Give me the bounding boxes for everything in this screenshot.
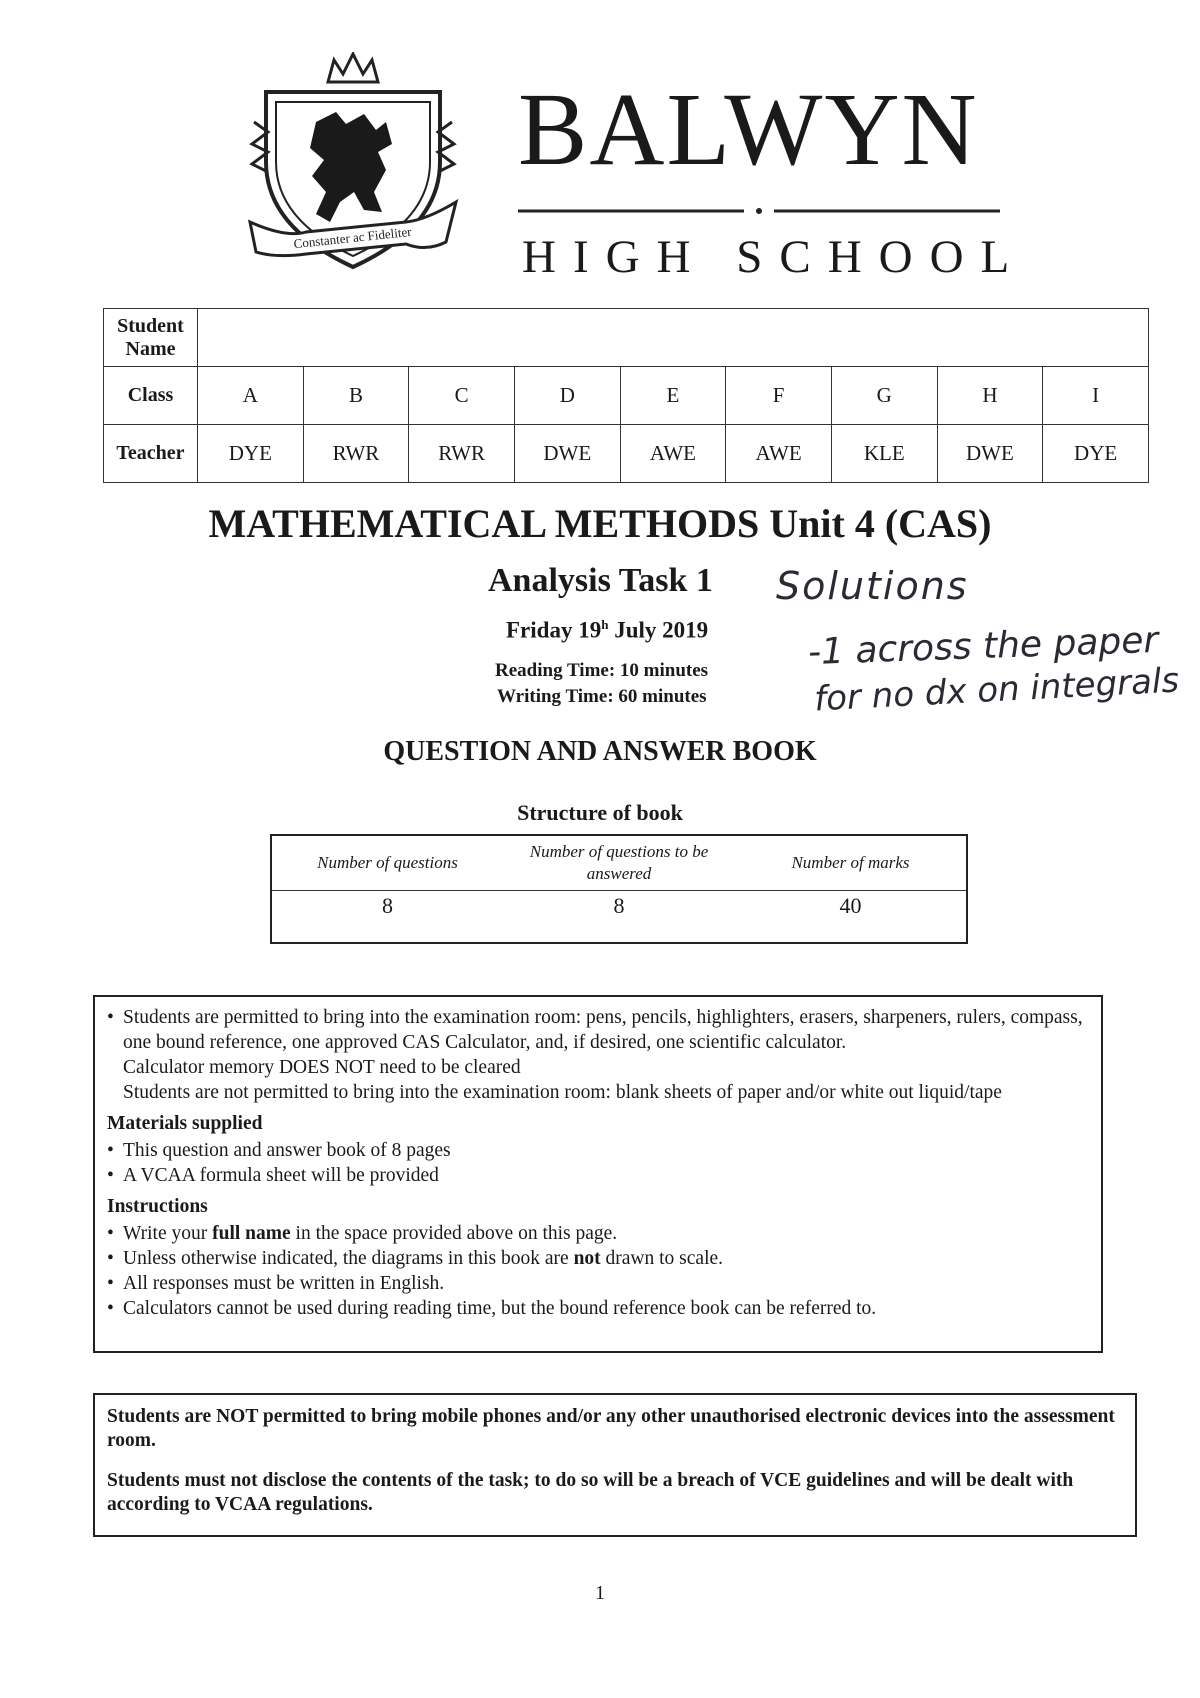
structure-header: Number of questions [271, 835, 503, 891]
calculator-instruction: Calculators cannot be used during reading time, but the bound reference book can be referred to. [123, 1298, 877, 1319]
scale-instruction-post: drawn to scale. [600, 1248, 724, 1269]
class-cell: E [620, 367, 726, 425]
structure-value: 40 [839, 893, 862, 918]
list-item: • A VCAA formula sheet will be provided [107, 1165, 439, 1186]
instructions-heading: Instructions [107, 1196, 208, 1217]
warning-box [93, 1393, 1137, 1537]
name-instruction-post: in the space provided above on this page. [290, 1223, 618, 1244]
class-cell: D [514, 367, 620, 425]
name-instruction-pre: Write your [123, 1223, 213, 1244]
page-number: 1 [595, 1582, 605, 1604]
list-item: • Unless otherwise indicated, the diagrams in this book are not drawn to scale. [107, 1248, 724, 1269]
teacher-cell: KLE [831, 425, 937, 483]
teacher-cell: DWE [514, 425, 620, 483]
not-permitted-text: Students are not permitted to bring into the examination room: blank sheets of paper and/or white out liquid/tape [123, 1082, 1002, 1103]
school-name: BALWYN [518, 72, 979, 187]
class-cell: G [831, 367, 937, 425]
class-cell: H [937, 367, 1043, 425]
materials-item: A VCAA formula sheet will be provided [123, 1165, 439, 1186]
structure-header: Number of questions to be answered [503, 835, 735, 891]
teacher-label: Teacher [104, 425, 198, 483]
task-title: Analysis Task 1 [488, 562, 713, 599]
student-details-table [103, 308, 1149, 483]
teacher-cell: DWE [937, 425, 1043, 483]
materials-heading: Materials supplied [107, 1113, 263, 1134]
class-cell: A [198, 367, 304, 425]
name-instruction-bold: full name [212, 1223, 291, 1244]
english-instruction: All responses must be written in English. [123, 1273, 445, 1294]
teacher-cell: RWR [303, 425, 409, 483]
class-cell: B [303, 367, 409, 425]
class-row [104, 367, 1149, 425]
task-date [506, 617, 708, 644]
devices-warning: Students are NOT permitted to bring mobile phones and/or any other unauthorised electronic devices into the assessment room. [107, 1406, 1115, 1451]
structure-table [270, 834, 968, 944]
class-cell: I [1043, 367, 1149, 425]
handwritten-note-line1: -1 across the paper [807, 619, 1159, 674]
class-label: Class [104, 367, 198, 425]
list-item: • Students are permitted to bring into the examination room: pens, pencils, highlighters, erasers, sharpeners, rulers, compass, one bound reference, one approved CAS Calculator, and, if desired, one scientific calculator. [107, 1005, 1089, 1055]
materials-item: This question and answer book of 8 pages [123, 1140, 451, 1161]
book-title: QUESTION AND ANSWER BOOK [383, 736, 817, 767]
structure-heading: Structure of book [517, 800, 683, 825]
list-item: • All responses must be written in English. [107, 1273, 445, 1294]
list-item: • This question and answer book of 8 pages [107, 1140, 451, 1161]
date-prefix: Friday 19 [506, 617, 602, 643]
permitted-text: Students are permitted to bring into the examination room: pens, pencils, highlighters, erasers, sharpeners, rulers, compass, one bound reference, one approved CAS Calculator, and, if desired, one scientific calculator. [123, 1007, 1083, 1053]
date-suffix: July 2019 [608, 617, 709, 643]
reading-time: Reading Time: 10 minutes [495, 660, 709, 681]
motto-text: Constanter ac Fideliter [292, 223, 413, 252]
subject-title: MATHEMATICAL METHODS Unit 4 (CAS) [208, 501, 992, 546]
disclose-warning: Students must not disclose the contents of the task; to do so will be a breach of VCE guidelines and will be dealt with according to VCAA regulations. [107, 1470, 1074, 1515]
structure-header: Number of marks [735, 835, 967, 891]
teacher-cell: DYE [198, 425, 304, 483]
header-divider [518, 208, 1000, 214]
instructions-box [93, 995, 1103, 1353]
class-cell: C [409, 367, 515, 425]
school-crest-logo [246, 52, 460, 288]
list-item: • Write your full name in the space provided above on this page. [107, 1223, 618, 1244]
calculator-memory-text: Calculator memory DOES NOT need to be cleared [123, 1057, 521, 1078]
scale-instruction-pre: Unless otherwise indicated, the diagrams in this book are [123, 1248, 574, 1269]
teacher-cell: AWE [620, 425, 726, 483]
school-subtitle: HIGH SCHOOL [522, 231, 1027, 283]
student-name-field[interactable] [198, 309, 1149, 367]
student-name-label: Student Name [104, 309, 198, 367]
handwritten-note-line2: for no dx on integrals [813, 660, 1180, 720]
date-superscript: h [601, 617, 609, 632]
teacher-row [104, 425, 1149, 483]
structure-value: 8 [613, 893, 625, 918]
teacher-cell: DYE [1043, 425, 1149, 483]
list-item: • Calculators cannot be used during reading time, but the bound reference book can be referred to. [107, 1298, 877, 1319]
teacher-cell: AWE [726, 425, 832, 483]
writing-time: Writing Time: 60 minutes [497, 686, 707, 707]
structure-value: 8 [382, 893, 393, 918]
handwritten-solutions: Solutions [776, 564, 969, 608]
scale-instruction-bold: not [573, 1248, 601, 1269]
class-cell: F [726, 367, 832, 425]
teacher-cell: RWR [409, 425, 515, 483]
